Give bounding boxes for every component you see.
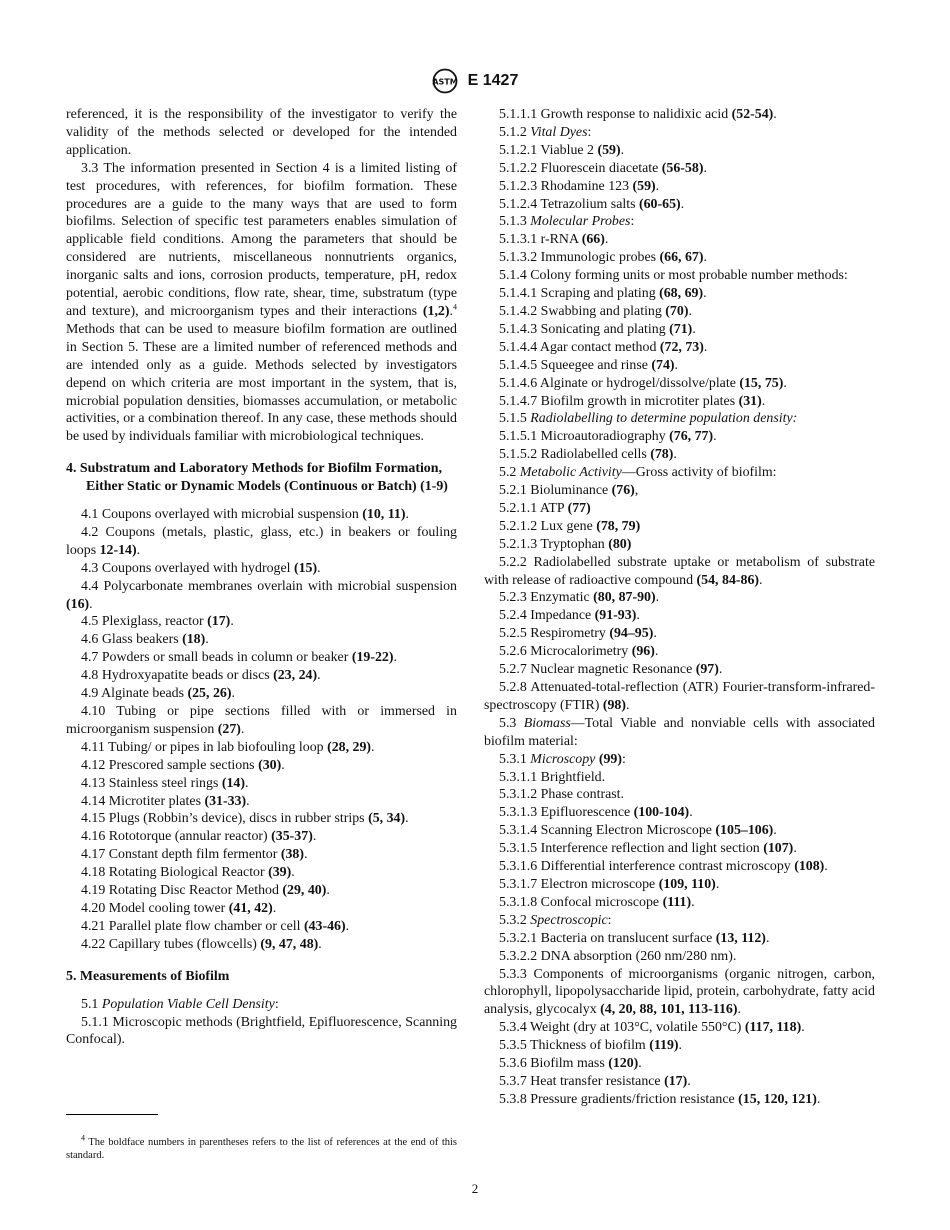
list-item: 5.1.2.4 Tetrazolium salts (60-65). bbox=[499, 196, 685, 212]
list-item: 5.3.1 Microscopy (99): bbox=[499, 751, 626, 767]
list-item: 4.15 Plugs (Robbin’s device), discs in rubber strips (5, 34). bbox=[81, 811, 409, 827]
section-5-title: 5. Measurements of Biofilm bbox=[66, 968, 230, 984]
list-item: 5.2.2 Radiolabelled substrate uptake or metabolism of substrate with release of radioactive compound (54, 84-86). bbox=[484, 554, 875, 588]
section-4-title: 4. Substratum and Laboratory Methods for Biofilm Formation, Either Static or Dynamic Models (Continuous or Batch) (1-9) bbox=[66, 461, 448, 495]
list-item: 5.3.6 Biofilm mass (120). bbox=[499, 1056, 642, 1072]
list-item: 5.3.1.6 Differential interference contrast microscopy (108). bbox=[499, 859, 828, 875]
list-item: 4.13 Stainless steel rings (14). bbox=[81, 775, 249, 791]
list-item: 4.3 Coupons overlayed with hydrogel (15). bbox=[81, 560, 321, 576]
list-item: 5.3.1.5 Interference reflection and light section (107). bbox=[499, 841, 797, 857]
paragraph-5-1-1: 5.1.1 Microscopic methods (Brightfield, Epifluorescence, Scanning Confocal). bbox=[66, 1014, 457, 1048]
standard-designation: E 1427 bbox=[467, 72, 519, 89]
list-item: 5.3.8 Pressure gradients/friction resistance (15, 120, 121). bbox=[499, 1091, 821, 1107]
footnote-marker: 4 bbox=[453, 302, 457, 312]
list-item: 5.1.4.2 Swabbing and plating (70). bbox=[499, 303, 692, 319]
list-item: 4.17 Constant depth film fermentor (38). bbox=[81, 847, 308, 863]
list-item: 4.9 Alginate beads (25, 26). bbox=[81, 686, 235, 702]
list-item: 4.1 Coupons overlayed with microbial suspension (10, 11). bbox=[81, 507, 409, 523]
list-item: 4.20 Model cooling tower (41, 42). bbox=[81, 900, 277, 916]
list-item: 4.16 Rototorque (annular reactor) (35-37). bbox=[81, 829, 317, 845]
list-item: 5.3.1.1 Brightfield. bbox=[499, 769, 606, 785]
list-item: 4.22 Capillary tubes (flowcells) (9, 47, 48). bbox=[81, 936, 322, 952]
list-item: 5.3.1.2 Phase contrast. bbox=[499, 787, 624, 803]
list-item: 5.3.1.3 Epifluorescence (100-104). bbox=[499, 805, 693, 821]
paragraph-5-1: 5.1 Population Viable Cell Density: bbox=[81, 996, 279, 1012]
list-item: 5.1.3.1 r-RNA (66). bbox=[499, 232, 609, 248]
page-header bbox=[0, 68, 950, 94]
list-item: 5.3.7 Heat transfer resistance (17). bbox=[499, 1073, 691, 1089]
list-item: 5.1.1.1 Growth response to nalidixic acid (52-54). bbox=[499, 107, 777, 122]
paragraph-continuation: referenced, it is the responsibility of the investigator to verify the validity of the methods selected or developed for the intended application. bbox=[66, 107, 457, 158]
list-item: 5.1.4.6 Alginate or hydrogel/dissolve/plate (15, 75). bbox=[499, 375, 787, 391]
list-item: 5.2.4 Impedance (91-93). bbox=[499, 608, 640, 624]
astm-logo-icon bbox=[432, 68, 458, 94]
right-column bbox=[484, 106, 875, 1109]
list-item: 5.1.3.2 Immunologic probes (66, 67). bbox=[499, 250, 707, 266]
list-item: 5.3.2 Spectroscopic: bbox=[499, 912, 612, 928]
list-item: 5.1.2.1 Viablue 2 (59). bbox=[499, 142, 625, 158]
list-item: 5.3 Biomass—Total Viable and nonviable cells with associated biofilm material: bbox=[484, 715, 875, 749]
footnote: $^4$ The boldface numbers in parentheses refers to the list of references at the end of this standard. bbox=[66, 1133, 457, 1161]
section-4-list bbox=[66, 506, 457, 954]
list-item: 4.21 Parallel plate flow chamber or cell (43-46). bbox=[81, 918, 350, 934]
list-item: 5.1.4.5 Squeegee and rinse (74). bbox=[499, 357, 679, 373]
list-item: 5.1.4.7 Biofilm growth in microtiter plates (31). bbox=[499, 393, 766, 409]
paragraph-3-3: 3.3 The information presented in Section 4 is a limited listing of test procedures, with references, for biofilm formation. These procedures are a guide to the many ways that are used to form biofilms. Selection of specific test parameters enables simulation of applicable field conditions. Among the parameters that should be considered are nutrients, miscellaneous nonnutrients organics, inorganic salts and ions, corrosion products, temperature, pH, redox potential, aerobic conditions, flow rate, shear, time, substratum (type and texture), and microorganism types and their interactions (1,2).$^4$ Methods that can be used to measure biofilm formation are outlined in Section 5. These are a limited number of referenced methods and are intended only as a guide. Methods selected by investigators depend on which criteria are most important in the system, that is, microbial population densities, biomasses accumulation, or metabolic activities, or a combination thereof. In any case, these methods should be used by individuals familiar with microbiological techniques. bbox=[66, 160, 457, 445]
list-item: 5.1.4 Colony forming units or most probable number methods: bbox=[499, 268, 848, 284]
list-item: 5.2.1.1 ATP (77) bbox=[499, 500, 591, 516]
list-item: 4.14 Microtiter plates (31-33). bbox=[81, 793, 250, 809]
list-item: 4.10 Tubing or pipe sections filled with or immersed in microorganism suspension (27). bbox=[66, 704, 457, 737]
list-item: 5.1.4.1 Scraping and plating (68, 69). bbox=[499, 286, 707, 302]
list-item: 5.2.8 Attenuated-total-reflection (ATR) Fourier-transform-infrared-spectroscopy (FTIR) (98). bbox=[484, 680, 875, 713]
list-item: 5.1.4.4 Agar contact method (72, 73). bbox=[499, 339, 708, 355]
list-item: 5.2.6 Microcalorimetry (96). bbox=[499, 644, 659, 660]
list-item: 5.3.4 Weight (dry at 103°C, volatile 550°C) (117, 118). bbox=[499, 1020, 805, 1036]
list-item: 5.1.5 Radiolabelling to determine population density: bbox=[499, 411, 798, 427]
list-item: 5.1.5.1 Microautoradiography (76, 77). bbox=[499, 429, 717, 445]
list-item: 5.1.2.3 Rhodamine 123 (59). bbox=[499, 178, 660, 194]
list-item: 5.1.4.3 Sonicating and plating (71). bbox=[499, 321, 696, 337]
list-item: 4.19 Rotating Disc Reactor Method (29, 40). bbox=[81, 883, 330, 899]
list-item: 5.3.3 Components of microorganisms (organic nitrogen, carbon, chlorophyll, lipopolysaccharide lipid, protein, carbohydrate, fatty acid analysis, glycocalyx (4, 20, 88, 101, 113-116). bbox=[484, 966, 875, 1018]
list-item: 5.2.3 Enzymatic (80, 87-90). bbox=[499, 590, 660, 606]
list-item: 5.3.1.4 Scanning Electron Microscope (105–106). bbox=[499, 823, 777, 839]
left-column bbox=[66, 106, 457, 1049]
list-item: 5.1.5.2 Radiolabelled cells (78). bbox=[499, 447, 677, 463]
list-item: 4.18 Rotating Biological Reactor (39). bbox=[81, 865, 295, 881]
list-item: 5.3.5 Thickness of biofilm (119). bbox=[499, 1038, 683, 1054]
list-item: 5.2.1.2 Lux gene (78, 79) bbox=[499, 518, 641, 534]
list-item: 5.1.3 Molecular Probes: bbox=[499, 214, 635, 230]
list-item: 5.3.1.7 Electron microscope (109, 110). bbox=[499, 876, 720, 892]
list-item: 4.6 Glass beakers (18). bbox=[81, 632, 209, 648]
list-item: 5.1.2 Vital Dyes: bbox=[499, 124, 592, 140]
list-item: 5.1.2.2 Fluorescein diacetate (56-58). bbox=[499, 160, 707, 176]
svg-text:ASTM: ASTM bbox=[431, 77, 458, 87]
list-item: 4.8 Hydroxyapatite beads or discs (23, 24). bbox=[81, 668, 321, 684]
list-item: 4.7 Powders or small beads in column or beaker (19-22). bbox=[81, 650, 397, 666]
list-item: 5.2.5 Respirometry (94–95). bbox=[499, 626, 657, 642]
list-item: 5.2.1.3 Tryptophan (80) bbox=[499, 536, 632, 552]
list-item: 4.11 Tubing/ or pipes in lab biofouling loop (28, 29). bbox=[81, 739, 375, 755]
list-item: 4.5 Plexiglass, reactor (17). bbox=[81, 614, 234, 630]
list-item: 5.3.1.8 Confocal microscope (111). bbox=[499, 894, 695, 910]
list-item: 4.4 Polycarbonate membranes overlain with microbial suspension (16). bbox=[66, 578, 457, 612]
footnote-rule bbox=[66, 1114, 158, 1115]
list-item: 5.2.7 Nuclear magnetic Resonance (97). bbox=[499, 662, 723, 678]
list-item: 5.2 Metabolic Activity—Gross activity of biofilm: bbox=[499, 465, 777, 481]
list-item: 5.2.1 Bioluminance (76), bbox=[499, 483, 639, 499]
list-item: 5.3.2.2 DNA absorption (260 nm/280 nm). bbox=[499, 948, 737, 964]
list-item: 5.3.2.1 Bacteria on translucent surface (13, 112). bbox=[499, 930, 770, 946]
list-item: 4.2 Coupons (metals, plastic, glass, etc.) in beakers or fouling loops 12-14). bbox=[66, 524, 457, 558]
page-number: 2 bbox=[471, 1181, 479, 1196]
list-item: 4.12 Prescored sample sections (30). bbox=[81, 757, 285, 773]
